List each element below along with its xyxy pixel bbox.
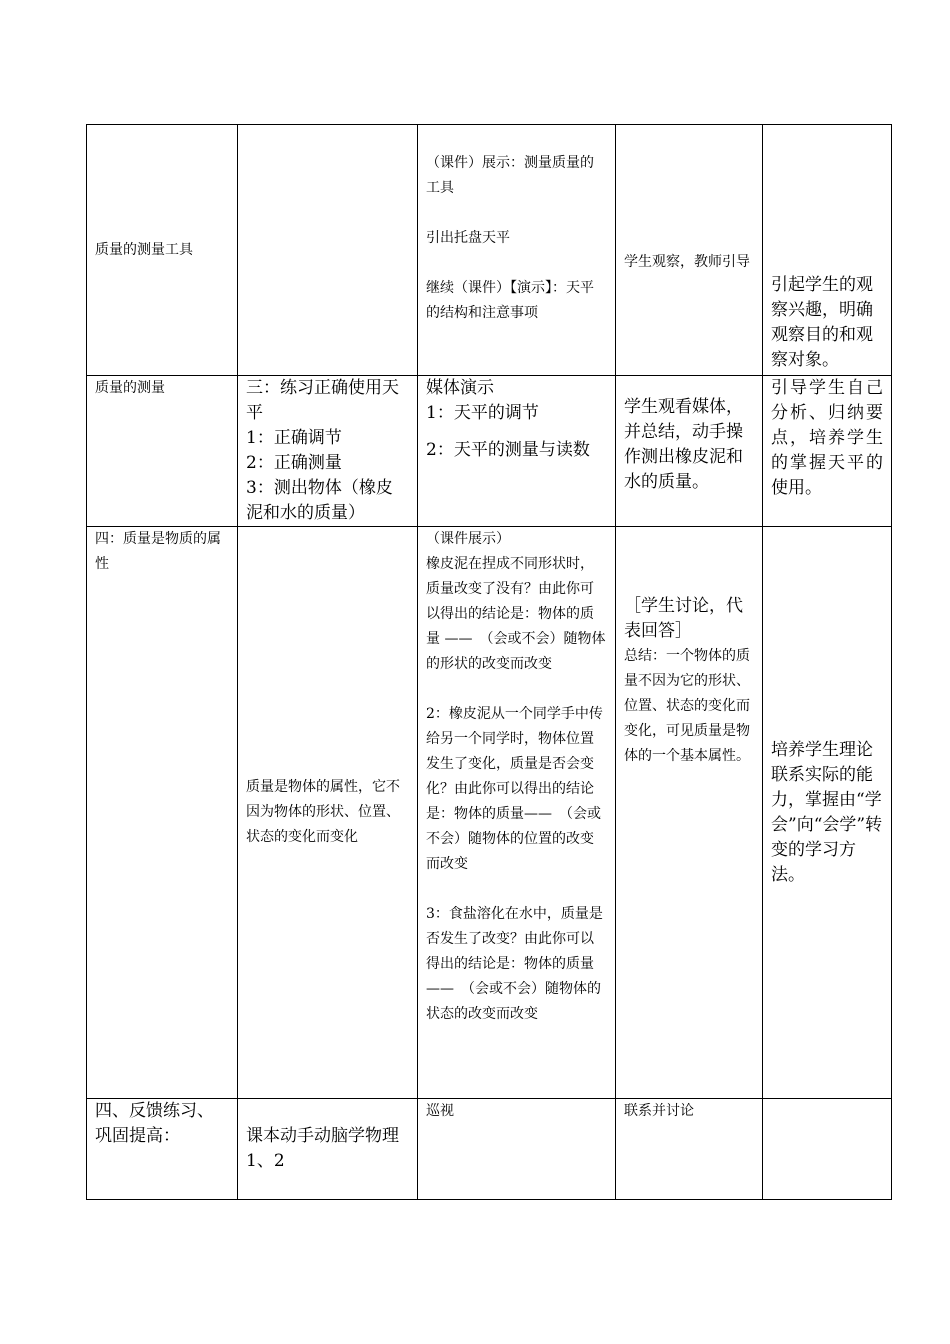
table-cell	[418, 376, 616, 527]
table-cell	[616, 1099, 763, 1200]
topic-label: 质量的测量工具	[95, 241, 193, 258]
teacher-activity-text: 3：食盐溶化在水中，质量是否发生了改变？由此你可以得出的结论是：物体的质量 —— （会或不会）随物体的状态的改变而改变	[426, 906, 603, 1022]
student-activity-text: 学生观看媒体，并总结，动手操作测出橡皮泥和水的质量。	[624, 397, 743, 492]
teacher-activity-text: 2：橡皮泥从一个同学手中传给另一个同学时，物体位置发生了变化，质量是否会变化？由此你可以得出的结论是：物体的质量—— （会或不会）随物体的位置的改变而改变	[426, 706, 603, 872]
topic-label: 四、反馈练习、巩固提高：	[95, 1101, 214, 1146]
table-cell	[418, 527, 616, 1099]
student-activity-heading: ［学生讨论，代表回答］	[624, 596, 743, 641]
teacher-activity-text: 2：天平的测量与读数	[426, 440, 590, 460]
table-cell	[418, 125, 616, 376]
design-intent-text: 引导学生自己分析、归纳要点，培养学生的掌握天平的使用。	[771, 378, 883, 498]
table-cell	[238, 527, 418, 1099]
table-row	[87, 376, 892, 527]
student-activity-text: 学生观察，教师引导	[624, 254, 750, 270]
table-cell	[763, 527, 892, 1099]
table-row	[87, 125, 892, 376]
table-cell	[616, 125, 763, 376]
table-cell	[87, 527, 238, 1099]
teacher-activity-text: 巡视	[426, 1103, 454, 1119]
table-cell	[87, 125, 238, 376]
table-cell	[616, 527, 763, 1099]
table-cell	[616, 376, 763, 527]
content-text: 三：练习正确使用天平 1：正确调节 2：正确测量 3：测出物体（橡皮泥和水的质量）	[246, 378, 399, 523]
student-activity-text: 联系并讨论	[624, 1103, 694, 1119]
table-row	[87, 527, 892, 1099]
design-intent-text: 培养学生理论联系实际的能力，掌握由“学会”向“会学”转变的学习方法。	[771, 739, 883, 885]
content-text: 课本动手动脑学物理 1、2	[246, 1126, 399, 1171]
table-cell	[87, 376, 238, 527]
table-cell	[763, 125, 892, 376]
topic-label: 四：质量是物质的属性	[95, 531, 221, 572]
content-text: 质量是物体的属性，它不因为物体的形状、位置、状态的变化而变化	[246, 779, 400, 845]
teacher-activity-text: （课件展示） 橡皮泥在捏成不同形状时，质量改变了没有？由此你可以得出的结论是：物体的质量 —— （会或不会）随物体的形状的改变而改变	[426, 531, 606, 672]
table-cell	[87, 1099, 238, 1200]
table-cell	[238, 125, 418, 376]
table-cell	[763, 376, 892, 527]
teacher-activity-text: （课件）展示：测量质量的工具	[426, 155, 594, 196]
teacher-activity-text: 媒体演示 1：天平的调节	[426, 378, 539, 423]
table-cell	[238, 1099, 418, 1200]
table-cell	[763, 1099, 892, 1200]
teacher-activity-text: 继续（课件）【演示】：天平的结构和注意事项	[426, 280, 594, 321]
topic-label: 质量的测量	[95, 380, 165, 396]
table-row	[87, 1099, 892, 1200]
student-activity-text: 总结：一个物体的质量不因为它的形状、位置、状态的变化而变化，可见质量是物体的一个基本属性。	[624, 648, 750, 764]
lesson-plan-table	[86, 124, 892, 1200]
table-cell	[238, 376, 418, 527]
teacher-activity-text: 引出托盘天平	[426, 230, 510, 246]
design-intent-text: 引起学生的观察兴趣，明确观察目的和观察对象。	[771, 275, 873, 370]
table-cell	[418, 1099, 616, 1200]
